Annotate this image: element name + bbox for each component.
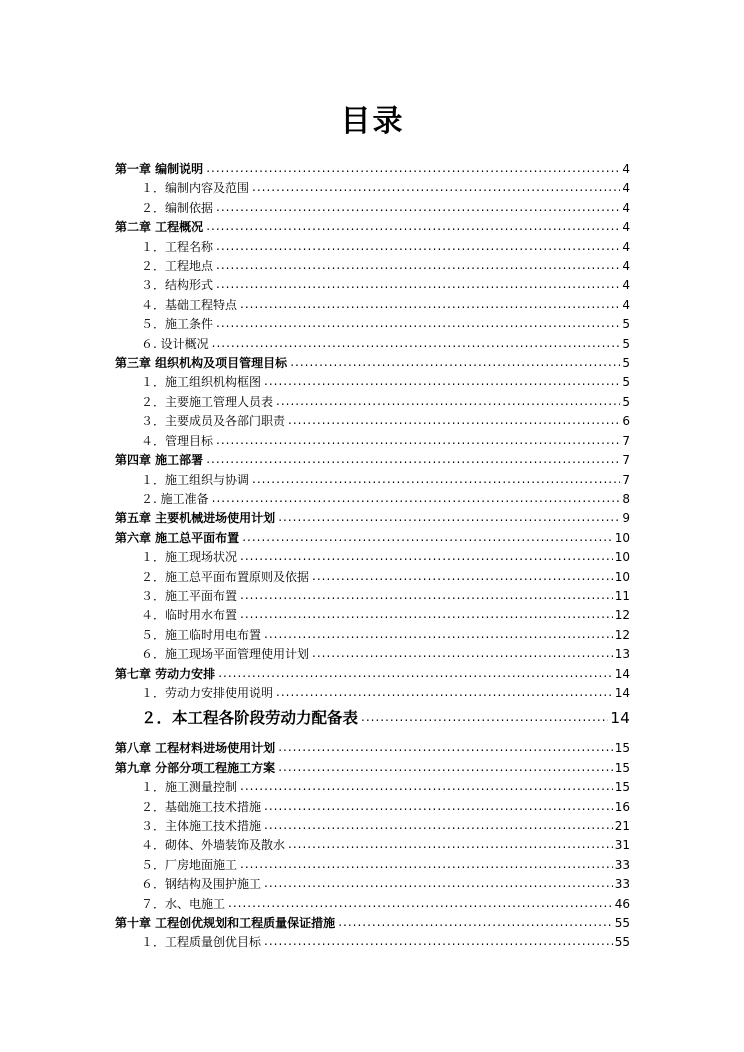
toc-entry-label: １．施工组织与协调 xyxy=(141,472,250,487)
toc-row xyxy=(115,665,630,684)
toc-row xyxy=(115,509,630,528)
toc-leader xyxy=(215,238,620,257)
toc-leader xyxy=(239,606,613,625)
toc-entry-label: 第六章 施工总平面布置 xyxy=(115,530,240,545)
toc-list xyxy=(115,160,630,953)
toc-entry-label: 第五章 主要机械进场使用计划 xyxy=(115,511,276,526)
toc-row xyxy=(115,705,630,731)
toc-leader xyxy=(215,257,620,276)
toc-page-number: 7 xyxy=(622,433,630,448)
toc-leader xyxy=(217,665,613,684)
toc-leader xyxy=(263,626,613,645)
toc-page-number: 10 xyxy=(614,550,630,565)
toc-row xyxy=(115,335,630,354)
toc-leader xyxy=(239,778,613,797)
toc-leader xyxy=(239,548,613,567)
toc-row xyxy=(115,587,630,606)
toc-leader xyxy=(205,160,620,179)
toc-leader xyxy=(263,373,620,392)
toc-leader xyxy=(263,798,613,817)
toc-row xyxy=(115,529,630,548)
toc-entry-label: ５．施工临时用电布置 xyxy=(141,627,262,642)
toc-leader xyxy=(277,759,613,778)
toc-entry-label: ７．水、电施工 xyxy=(141,896,226,911)
toc-page-number: 15 xyxy=(614,780,630,795)
toc-row xyxy=(115,933,630,952)
toc-page-number: 33 xyxy=(614,877,630,892)
toc-leader xyxy=(263,933,613,952)
toc-page-number: 33 xyxy=(614,857,630,872)
toc-page-number: 55 xyxy=(614,935,630,950)
toc-page-number: 31 xyxy=(614,838,630,853)
toc-entry-label: １．工程质量创优目标 xyxy=(141,935,262,950)
toc-page-number: 55 xyxy=(614,916,630,931)
toc-page-number: 4 xyxy=(622,220,630,235)
toc-entry-label: 第四章 施工部署 xyxy=(115,453,204,468)
toc-page-number: 4 xyxy=(622,278,630,293)
toc-entry-label: ２. 施工准备 xyxy=(141,491,209,506)
toc-leader xyxy=(251,179,620,198)
toc-entry-label: ６. 设计概况 xyxy=(141,336,209,351)
toc-leader xyxy=(251,471,620,490)
toc-page-number: 14 xyxy=(614,685,630,700)
toc-page-number: 21 xyxy=(614,819,630,833)
toc-row xyxy=(115,490,630,509)
toc-row xyxy=(115,276,630,295)
toc-entry-label: 第二章 工程概况 xyxy=(115,220,204,235)
toc-entry-label: ４．管理目标 xyxy=(141,433,214,448)
toc-row xyxy=(115,739,630,758)
toc-page-number: 14 xyxy=(610,709,630,728)
toc-page-number: 6 xyxy=(622,414,630,429)
toc-page-number: 12 xyxy=(614,627,630,642)
toc-leader xyxy=(277,509,620,528)
toc-entry-label: ２．编制依据 xyxy=(141,200,214,215)
toc-row xyxy=(115,238,630,257)
toc-entry-label: ６．钢结构及围护施工 xyxy=(141,877,262,892)
toc-row xyxy=(115,856,630,875)
toc-leader xyxy=(277,739,613,758)
toc-row xyxy=(115,836,630,855)
toc-entry-label: 第八章 工程材料进场使用计划 xyxy=(115,741,276,756)
toc-entry-label: 第七章 劳动力安排 xyxy=(115,666,216,681)
toc-leader xyxy=(275,684,613,703)
toc-row xyxy=(115,626,630,645)
toc-entry-label: １．施工组织机构框图 xyxy=(141,375,262,390)
toc-row xyxy=(115,895,630,914)
toc-entry-label: １．劳动力安排使用说明 xyxy=(141,685,274,700)
toc-row xyxy=(115,257,630,276)
toc-leader xyxy=(263,875,613,894)
toc-page-number: 15 xyxy=(614,760,630,775)
toc-row xyxy=(115,817,630,836)
toc-leader xyxy=(287,836,613,855)
toc-leader xyxy=(241,529,613,548)
toc-page-number: 5 xyxy=(622,317,630,332)
toc-row xyxy=(115,412,630,431)
toc-page-number: 5 xyxy=(622,375,630,390)
toc-page-number: 15 xyxy=(614,741,630,756)
toc-page-number: 4 xyxy=(622,297,630,312)
toc-leader xyxy=(211,490,621,509)
toc-leader xyxy=(215,315,620,334)
toc-row xyxy=(115,354,630,373)
toc-leader xyxy=(211,335,621,354)
toc-entry-label: ３．结构形式 xyxy=(141,278,214,293)
toc-page-number: 13 xyxy=(614,647,630,662)
toc-page-number: 11 xyxy=(614,588,630,603)
toc-leader xyxy=(263,817,613,836)
toc-page-number: 10 xyxy=(614,530,630,545)
toc-entry-label: 第九章 分部分项工程施工方案 xyxy=(115,760,276,775)
toc-page-number: 4 xyxy=(622,200,630,215)
toc-leader xyxy=(360,705,608,731)
toc-leader xyxy=(215,432,620,451)
toc-leader xyxy=(239,296,620,315)
toc-entry-label: １．施工现场状况 xyxy=(141,550,238,565)
toc-leader xyxy=(205,451,620,470)
toc-page-number: 10 xyxy=(614,569,630,584)
toc-page-number: 5 xyxy=(622,394,630,409)
toc-entry-label: ２．主要施工管理人员表 xyxy=(141,394,274,409)
toc-row xyxy=(115,451,630,470)
toc-leader xyxy=(311,645,613,664)
toc-row xyxy=(115,875,630,894)
toc-entry-label: ５．厂房地面施工 xyxy=(141,857,238,872)
toc-row xyxy=(115,471,630,490)
toc-page-number: 16 xyxy=(614,799,630,814)
toc-leader xyxy=(289,354,620,373)
toc-leader xyxy=(227,895,613,914)
toc-row xyxy=(115,179,630,198)
toc-row xyxy=(115,759,630,778)
toc-row xyxy=(115,548,630,567)
toc-row xyxy=(115,684,630,703)
toc-page-number: 5 xyxy=(622,336,630,351)
toc-row xyxy=(115,393,630,412)
toc-page-number: 4 xyxy=(622,259,630,274)
toc-leader xyxy=(239,856,613,875)
toc-row xyxy=(115,568,630,587)
toc-entry-label: ２．施工总平面布置原则及依据 xyxy=(141,569,310,584)
toc-entry-label: ３．主体施工技术措施 xyxy=(141,819,262,833)
toc-entry-label: ６．施工现场平面管理使用计划 xyxy=(141,647,310,662)
toc-leader xyxy=(337,914,613,933)
toc-entry-label: ３．施工平面布置 xyxy=(141,588,238,603)
toc-page-number: 7 xyxy=(622,453,630,468)
toc-row xyxy=(115,373,630,392)
toc-leader xyxy=(275,393,620,412)
toc-entry-label: 第一章 编制说明 xyxy=(115,162,204,176)
toc-entry-label: １．施工测量控制 xyxy=(141,780,238,795)
toc-page-number: 4 xyxy=(622,162,630,176)
toc-row xyxy=(115,315,630,334)
toc-entry-label: ３．主要成员及各部门职责 xyxy=(141,414,286,429)
toc-entry-label: ２．工程地点 xyxy=(141,259,214,274)
toc-row xyxy=(115,798,630,817)
toc-row xyxy=(115,645,630,664)
toc-row xyxy=(115,160,630,179)
page-title: 目录 xyxy=(340,104,405,139)
toc-page-number: 46 xyxy=(614,896,630,911)
toc-row xyxy=(115,218,630,237)
toc-entry-label: ４．基础工程特点 xyxy=(141,297,238,312)
toc-leader xyxy=(215,199,620,218)
toc-entry-label: ５．施工条件 xyxy=(141,317,214,332)
toc-row xyxy=(115,914,630,933)
toc-leader xyxy=(205,218,620,237)
toc-page-number: 4 xyxy=(622,181,630,196)
toc-leader xyxy=(311,568,613,587)
toc-leader xyxy=(287,412,620,431)
toc-page-number: 14 xyxy=(614,666,630,681)
toc-entry-label: ２．基础施工技术措施 xyxy=(141,799,262,814)
toc-row xyxy=(115,778,630,797)
toc-entry-label: １．工程名称 xyxy=(141,239,214,254)
toc-row xyxy=(115,199,630,218)
toc-row xyxy=(115,606,630,625)
toc-leader xyxy=(215,276,620,295)
toc-page-number: 8 xyxy=(622,491,630,506)
toc-entry-label: ４．临时用水布置 xyxy=(141,608,238,623)
toc-page-number: 12 xyxy=(614,608,630,623)
toc-page-number: 4 xyxy=(622,239,630,254)
toc-row xyxy=(115,432,630,451)
toc-page-number: 7 xyxy=(622,472,630,487)
toc-entry-label: 第十章 工程创优规划和工程质量保证措施 xyxy=(115,916,336,931)
toc-page-number: 9 xyxy=(622,511,630,526)
toc-entry-label: １．编制内容及范围 xyxy=(141,181,250,196)
toc-page-number: 5 xyxy=(622,356,630,371)
toc-row xyxy=(115,296,630,315)
toc-entry-label: ４．砌体、外墙装饰及散水 xyxy=(141,838,286,853)
toc-entry-label: ２．本工程各阶段劳动力配备表 xyxy=(141,709,359,728)
toc-entry-label: 第三章 组织机构及项目管理目标 xyxy=(115,356,288,371)
toc-leader xyxy=(239,587,613,606)
